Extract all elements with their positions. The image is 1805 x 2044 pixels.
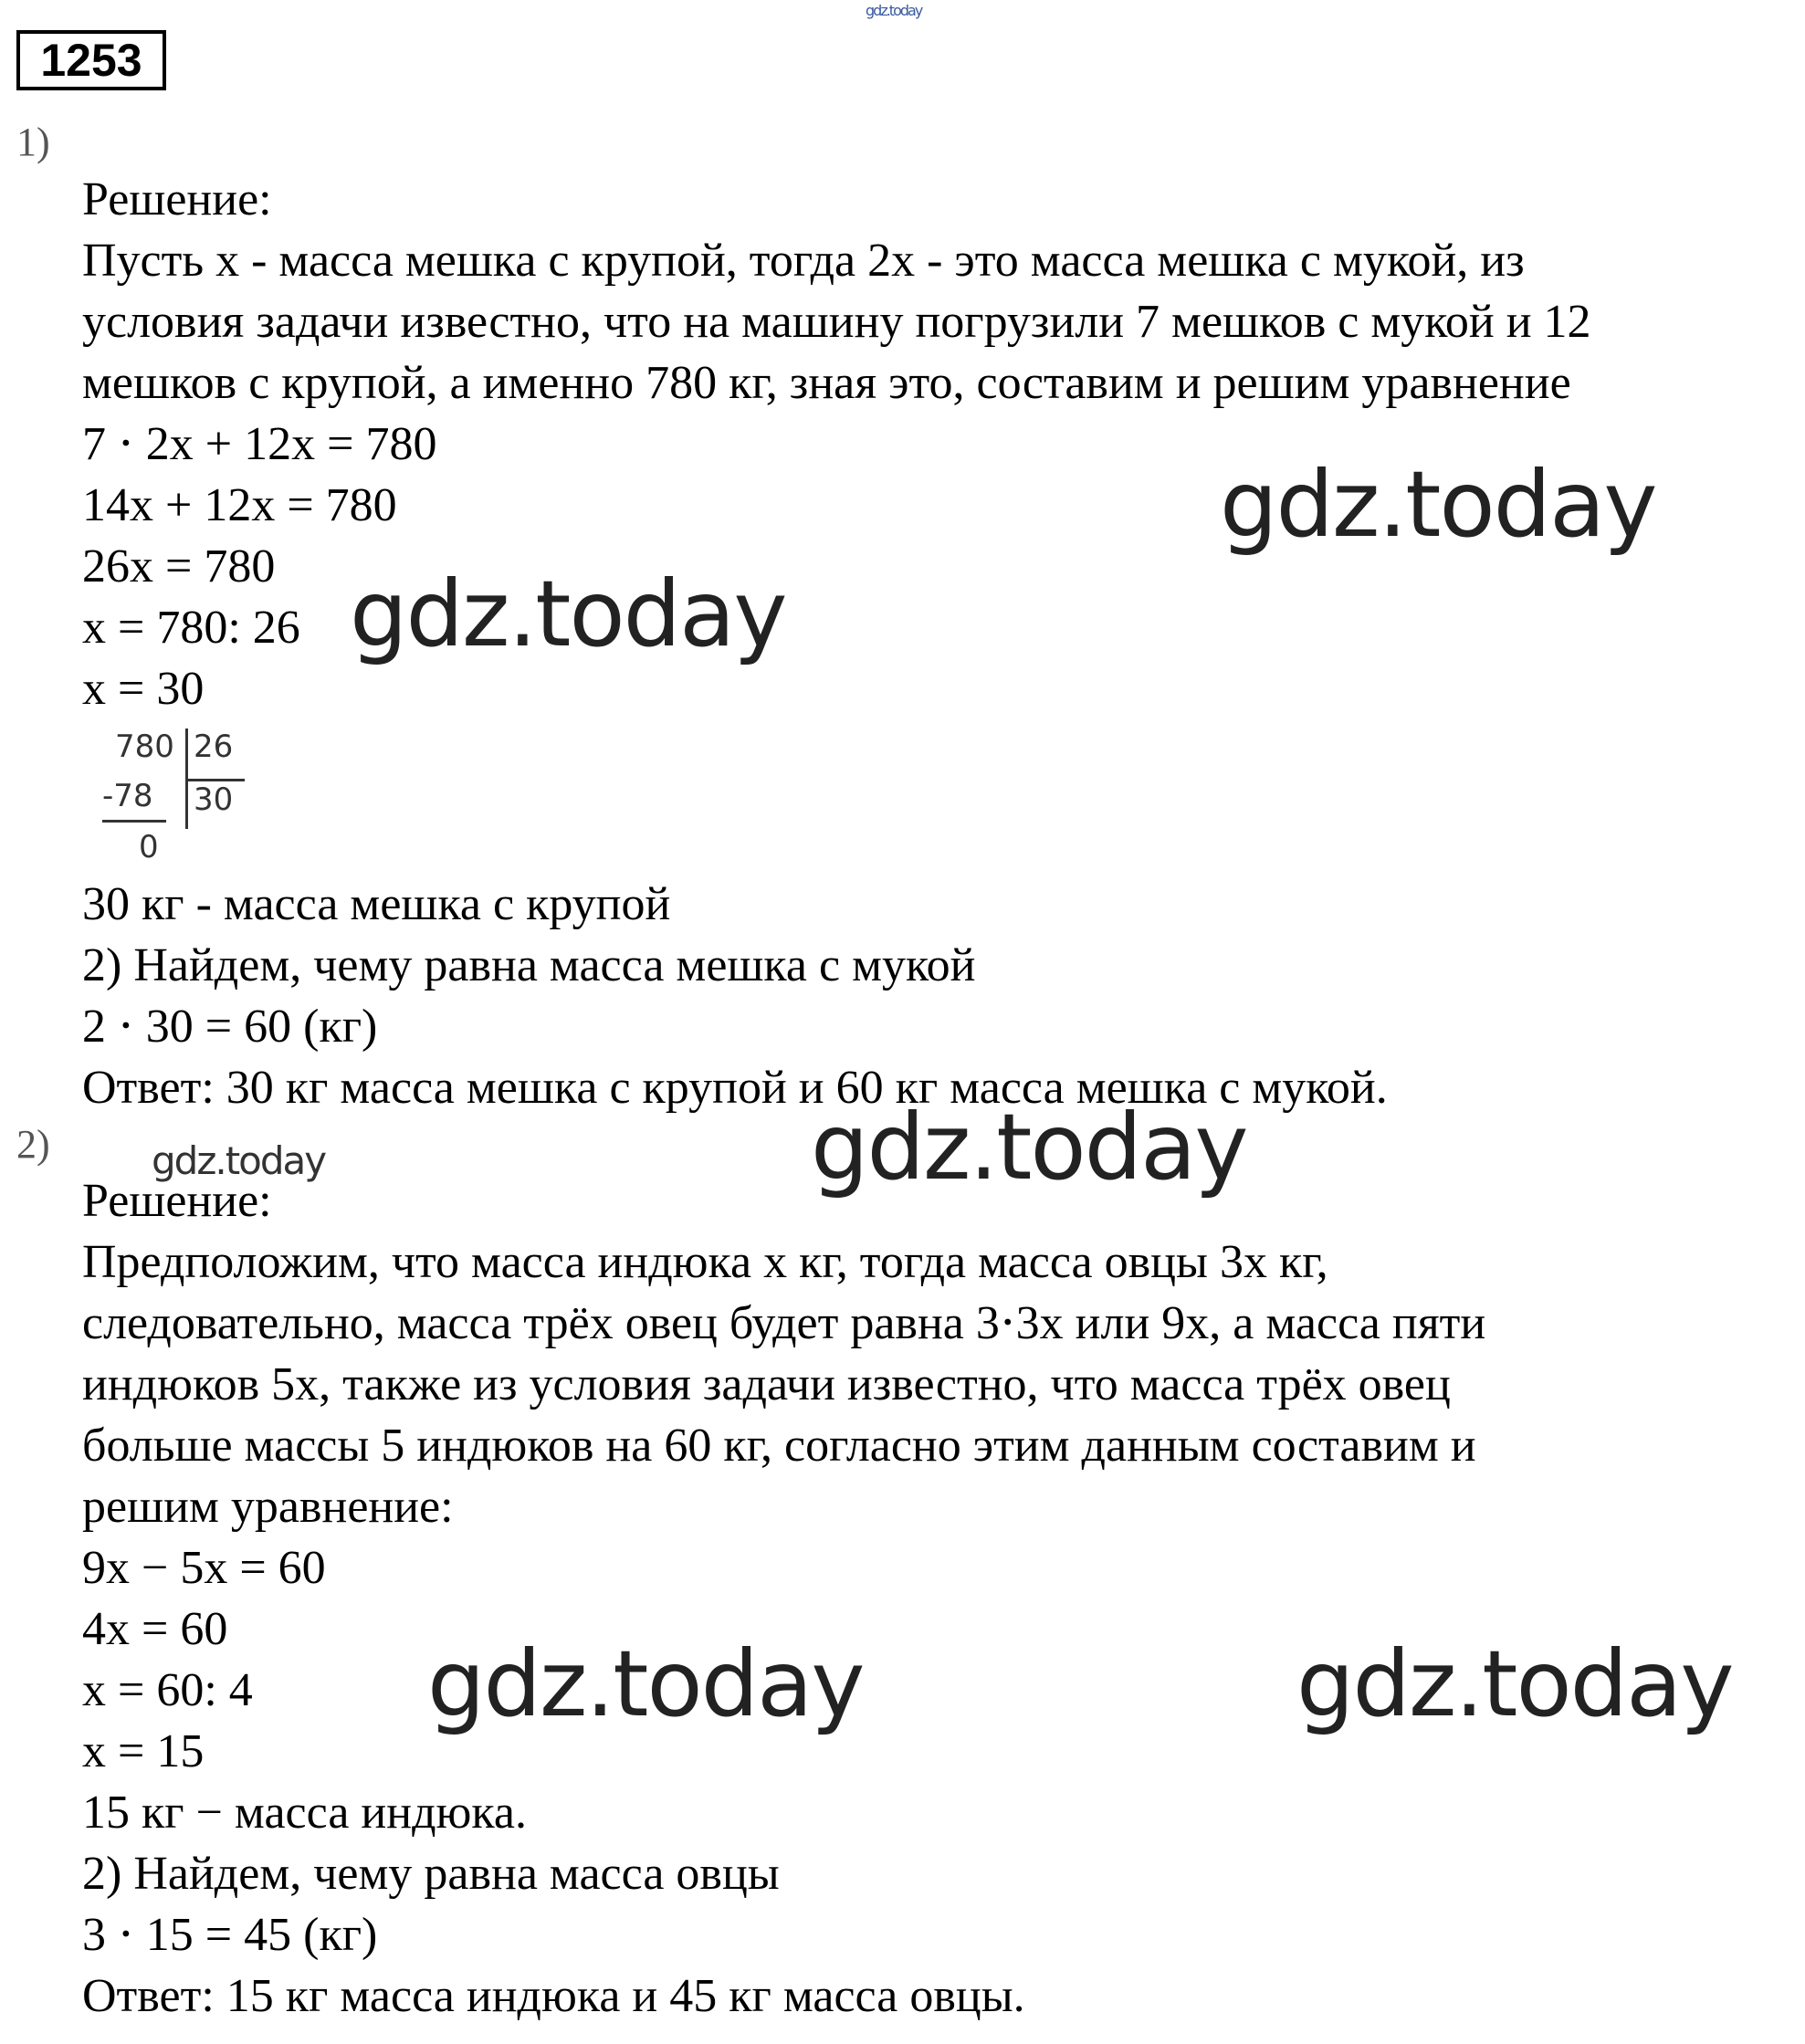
- part-2-line: решим уравнение:: [82, 1481, 454, 1533]
- part-2-line: 15 кг − масса индюка.: [82, 1787, 527, 1839]
- part-1-line: 30 кг - масса мешка с крупой: [82, 878, 671, 930]
- part-1-line: мешков с крупой, а именно 780 кг, зная это, составим и решим уравнение: [82, 357, 1571, 409]
- long-division: [99, 729, 245, 875]
- part-1-line: условия задачи известно, что на машину погрузили 7 мешков с мукой и 12: [82, 296, 1591, 348]
- part-1-line: 2) Найдем, чему равна масса мешка с мукой: [82, 939, 976, 991]
- equation-line: x = 30: [82, 663, 205, 715]
- equation-line: 9x − 5x = 60: [82, 1542, 326, 1594]
- watermark: gdz.today: [427, 1630, 864, 1737]
- watermark: gdz.today: [1220, 451, 1656, 558]
- equation-line: 2 ⋅ 30 = 60 (кг): [82, 1001, 378, 1053]
- equation-line: x = 60: 4: [82, 1664, 253, 1716]
- part-2-line: индюков 5x, также из условия задачи известно, что масса трёх овец: [82, 1358, 1451, 1410]
- watermark: gdz.today: [350, 561, 786, 667]
- watermark: gdz.today: [152, 1138, 326, 1183]
- problem-number: 1253: [16, 30, 166, 90]
- equation-line: x = 780: 26: [82, 602, 300, 654]
- part-2-line: следовательно, масса трёх овец будет равна 3⋅3x или 9x, а масса пяти: [82, 1297, 1486, 1349]
- answer-line: Ответ: 30 кг масса мешка с крупой и 60 кг масса мешка с мукой.: [82, 1062, 1388, 1114]
- watermark: gdz.today: [811, 1094, 1247, 1200]
- part-2-label: 2): [16, 1122, 50, 1167]
- part-2-line: Предположим, что масса индюка x кг, тогда масса овцы 3x кг,: [82, 1236, 1328, 1288]
- division-dividend: 780: [115, 729, 174, 765]
- equation-line: 14x + 12x = 780: [82, 479, 397, 531]
- division-quotient: 30: [194, 781, 234, 818]
- equation-line: x = 15: [82, 1725, 205, 1777]
- part-1-line: Пусть x - масса мешка с крупой, тогда 2x - это масса мешка с мукой, из: [82, 235, 1525, 287]
- division-underline: [102, 820, 166, 823]
- division-remainder: 0: [139, 829, 159, 865]
- watermark: gdz.today: [1296, 1630, 1733, 1737]
- part-1-label: 1): [16, 120, 50, 164]
- top-watermark: gdz.today: [866, 2, 922, 19]
- answer-line: Ответ: 15 кг масса индюка и 45 кг масса овцы.: [82, 1970, 1025, 2022]
- division-subtrahend: -78: [102, 778, 153, 814]
- equation-line: 4x = 60: [82, 1603, 228, 1655]
- part-1-line: Решение:: [82, 173, 272, 225]
- equation-line: 7 ⋅ 2x + 12x = 780: [82, 418, 437, 470]
- part-2-line: Решение:: [82, 1175, 272, 1227]
- equation-line: 26x = 780: [82, 540, 276, 592]
- division-divisor: 26: [194, 729, 234, 765]
- equation-line: 3 ⋅ 15 = 45 (кг): [82, 1909, 378, 1961]
- division-horizontal-line: [188, 779, 245, 781]
- part-2-line: 2) Найдем, чему равна масса овцы: [82, 1848, 780, 1900]
- part-2-line: больше массы 5 индюков на 60 кг, согласно этим данным составим и: [82, 1420, 1476, 1472]
